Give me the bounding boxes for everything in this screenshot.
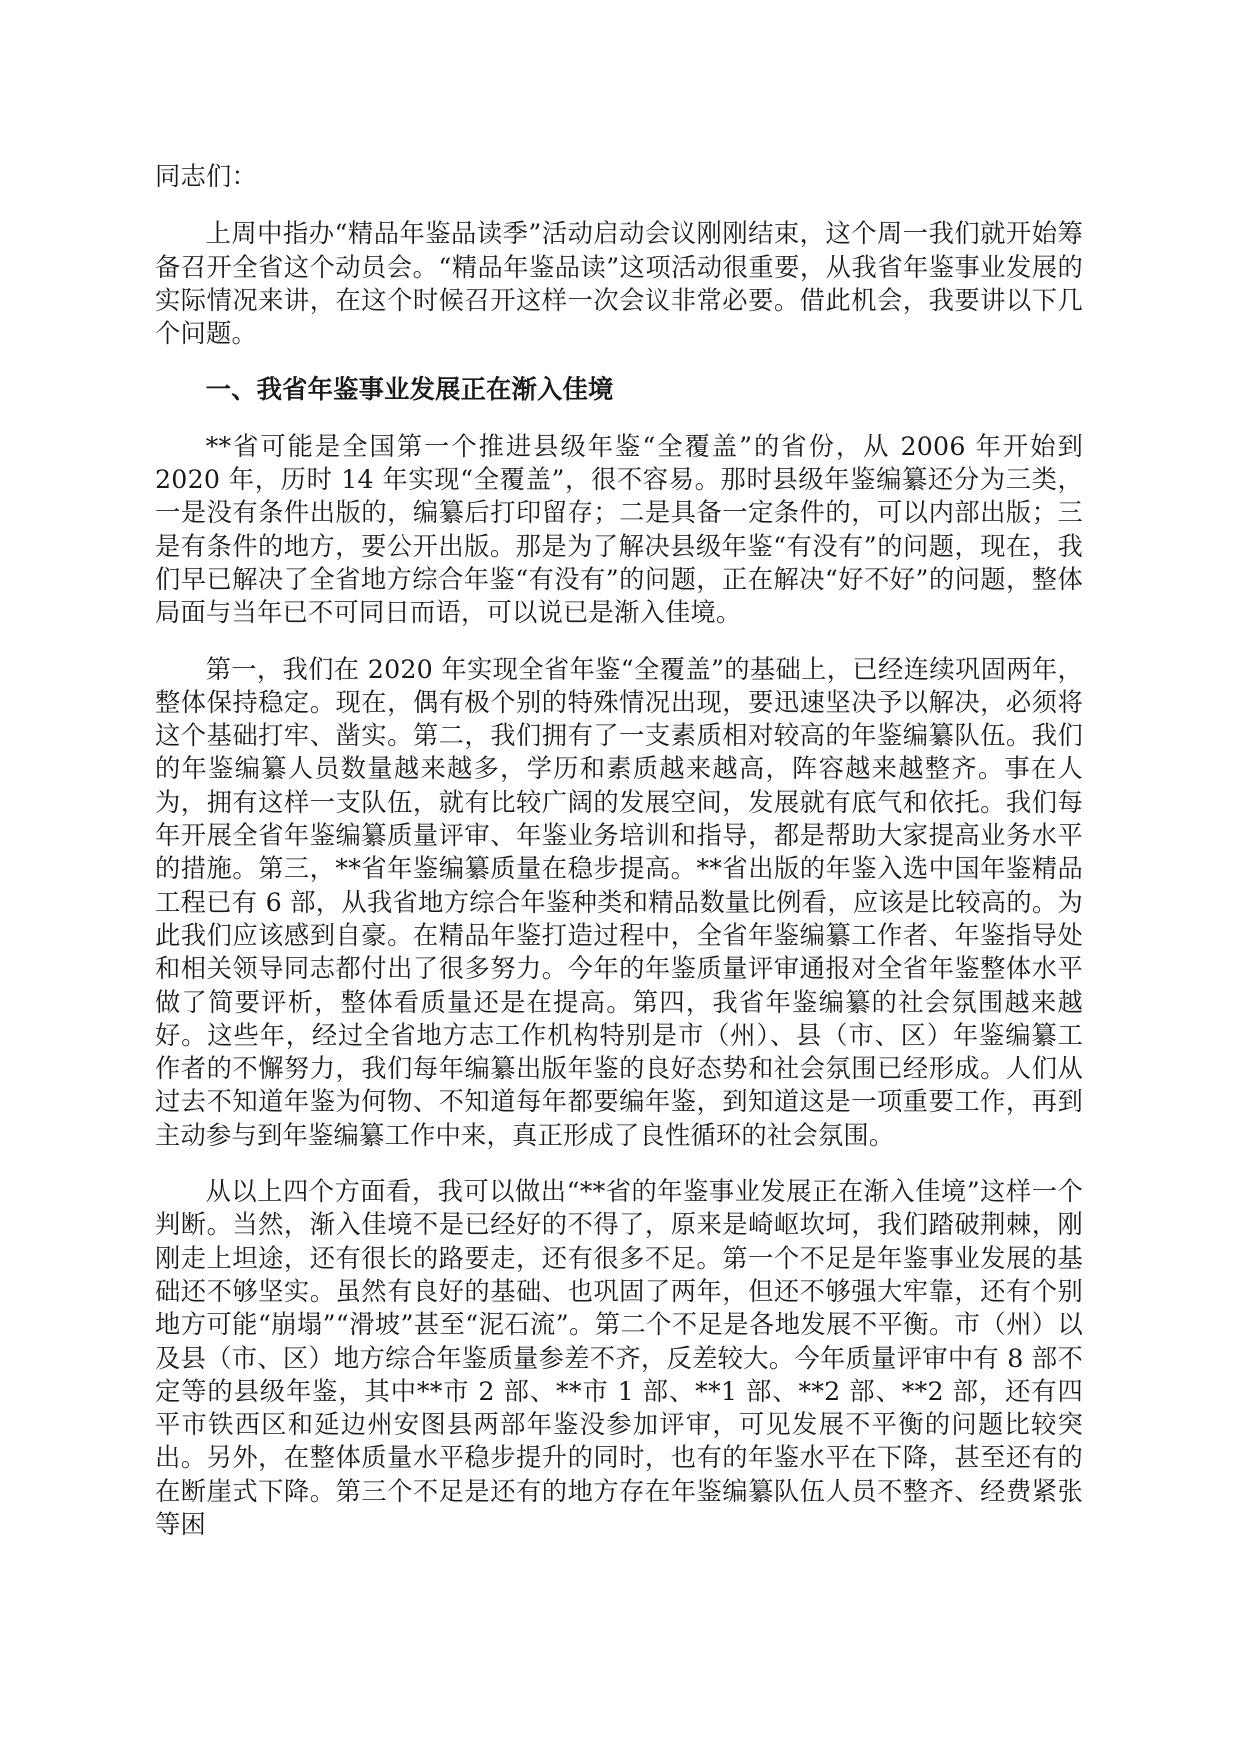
body-paragraph: **省可能是全国第一个推进县级年鉴“全覆盖”的省份，从 2006 年开始到 2020 年，历时 14 年实现“全覆盖”，很不容易。那时县级年鉴编纂还分为三类，一是没有条件出版的，编纂后打印留存；二是具备一定条件的，可以内部出版；三是有条件的地方，要公开出版。那是为了解决县级年鉴“有没有”的问题，现在，我们早已解决了全省地方综合年鉴“有没有”的问题，正在解决“好不好”的问题，整体局面与当年已不可同日而语，可以说已是渐入佳境。 xyxy=(155,431,1083,628)
salutation: 同志们： xyxy=(155,162,257,191)
body-paragraph: 从以上四个方面看，我可以做出“**省的年鉴事业发展正在渐入佳境”这样一个判断。当然，渐入佳境不是已经好的不得了，原来是崎岖坎坷，我们踏破荆棘，刚刚走上坦途，还有很长的路要走，还有很多不足。第一个不足是年鉴事业发展的基础还不够坚实。虽然有良好的基础、也巩固了两年，但还不够强大牢靠，还有个别地方可能“崩塌”“滑坡”甚至“泥石流”。第二个不足是各地发展不平衡。市（州）以及县（市、区）地方综合年鉴质量参差不齐，反差较大。今年质量评审中有 8 部不定等的县级年鉴，其中**市 2 部、**市 1 部、**1 部、**2 部、**2 部，还有四平市铁西区和延边州安图县两部年鉴没参加评审，可见发展不平衡的问题比较突出。另外，在整体质量水平稳步提升的同时，也有的年鉴水平在下降，甚至还有的在断崖式下降。第三个不足是还有的地方存在年鉴编纂队伍人员不整齐、经费紧张等困 xyxy=(155,1177,1083,1539)
section-heading: 一、我省年鉴事业发展正在渐入佳境 xyxy=(205,374,614,405)
document-body xyxy=(155,160,1083,1564)
body-paragraph: 第一，我们在 2020 年实现全省年鉴“全覆盖”的基础上，已经连续巩固两年，整体保持稳定。现在，偶有极个别的特殊情况出现，要迅速坚决予以解决，必须将这个基础打牢、凿实。第二，我们拥有了一支素质相对较高的年鉴编纂队伍。我们的年鉴编纂人员数量越来越多，学历和素质越来越高，阵容越来越整齐。事在人为，拥有这样一支队伍，就有比较广阔的发展空间，发展就有底气和依托。我们每年开展全省年鉴编纂质量评审、年鉴业务培训和指导，都是帮助大家提高业务水平的措施。第三，**省年鉴编纂质量在稳步提高。**省出版的年鉴入选中国年鉴精品工程已有 6 部，从我省地方综合年鉴种类和精品数量比例看，应该是比较高的。为此我们应该感到自豪。在精品年鉴打造过程中，全省年鉴编纂工作者、年鉴指导处和相关领导同志都付出了很多努力。今年的年鉴质量评审通报对全省年鉴整体水平做了简要评析，整体看质量还是在提高。第四，我省年鉴编纂的社会氛围越来越好。这些年，经过全省地方志工作机构特别是市（州）、县（市、区）年鉴编纂工作者的不懈努力，我们每年编纂出版年鉴的良好态势和社会氛围已经形成。人们从过去不知道年鉴为何物、不知道每年都要编年鉴，到知道这是一项重要工作，再到主动参与到年鉴编纂工作中来，真正形成了良性循环的社会氛围。 xyxy=(155,654,1083,1150)
intro-paragraph: 上周中指办“精品年鉴品读季”活动启动会议刚刚结束，这个周一我们就开始筹备召开全省这个动员会。“精品年鉴品读”这项活动很重要，从我省年鉴事业发展的实际情况来讲，在这个时候召开这样一次会议非常必要。借此机会，我要讲以下几个问题。 xyxy=(155,219,1083,349)
